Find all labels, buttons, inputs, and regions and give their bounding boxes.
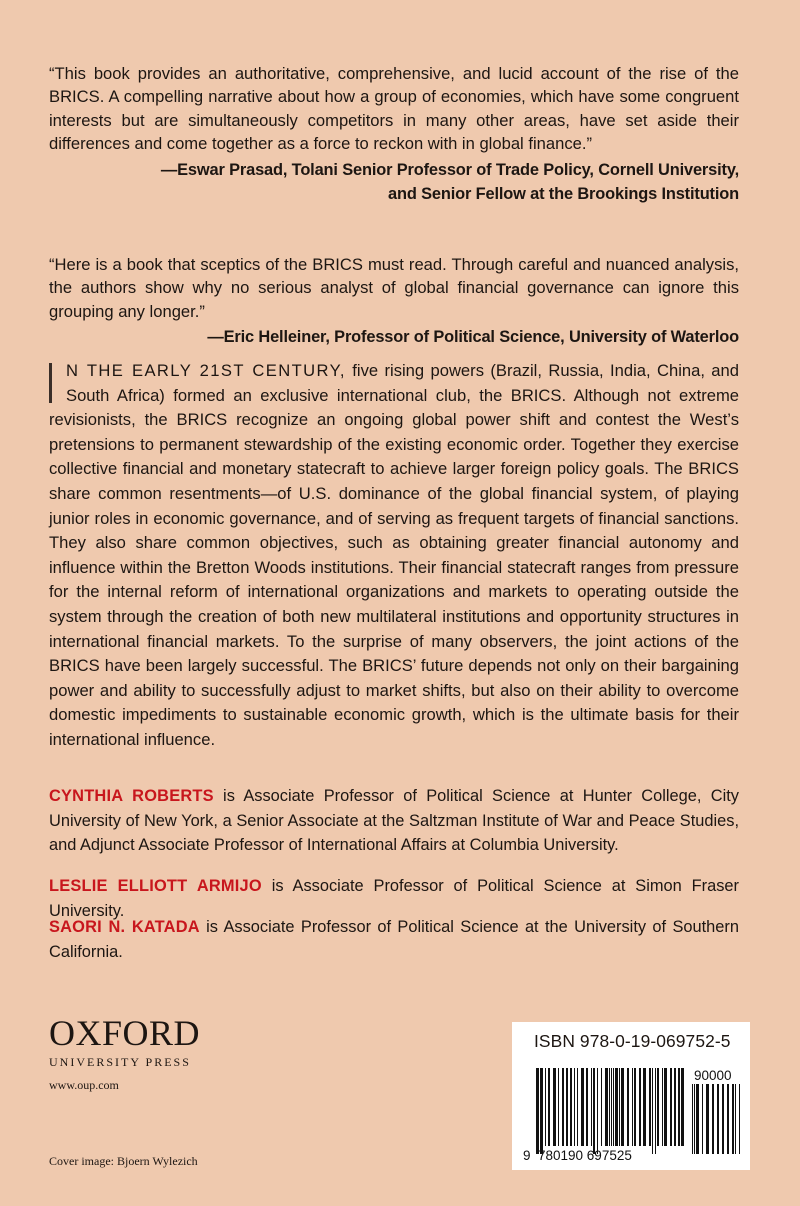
quote-text: “Here is a book that sceptics of the BRICS must read. Through careful and nuanced analysis, the authors show why no serious analyst of global financial governance can ignore this grouping any longer.”: [49, 255, 739, 321]
barcode-bar: [581, 1068, 584, 1146]
barcode-bar: [739, 1084, 740, 1154]
barcode-bar: [558, 1068, 559, 1146]
barcode-bar: [591, 1068, 592, 1146]
barcode-bar: [566, 1068, 568, 1146]
barcode-bar: [615, 1068, 618, 1146]
barcode-bar: [657, 1068, 659, 1146]
publisher-name: OXFORD: [49, 1013, 201, 1053]
author-bio-katada: [49, 915, 739, 964]
barcode-bar: [727, 1084, 729, 1154]
author-name: LESLIE ELLIOTT ARMIJO: [49, 877, 262, 895]
barcode-bar: [553, 1068, 556, 1146]
author-bio-text: is Associate Professor of Political Science at Hunter College, City University of New York, a Senior Associate at the Saltzman Institute of War and Peace Studies, and Adjunct Associate Professor of International Affairs at Columbia University.: [49, 787, 739, 855]
barcode-bar: [619, 1068, 620, 1146]
description-paragraph: [49, 359, 739, 753]
barcode-bar: [732, 1084, 734, 1154]
barcode-bar: [613, 1068, 614, 1146]
barcode-bar: [678, 1068, 680, 1146]
price-code: 90000: [694, 1068, 732, 1083]
description-lead: N THE EARLY 21ST CENTURY,: [66, 361, 346, 380]
barcode-bar: [694, 1084, 695, 1154]
author-bio-roberts: [49, 784, 739, 858]
price-addon-bars: [692, 1084, 740, 1154]
quote-text: “This book provides an authoritative, comprehensive, and lucid account of the rise of the BRICS. A compelling narrative about how a group of economies, which have some congruent interests but are simultaneously competitors in many other areas, have set aside their differences and come together as a force to reckon with in global finance.”: [49, 64, 739, 154]
barcode-bars: [536, 1068, 684, 1154]
barcode-bar: [662, 1068, 663, 1146]
barcode-bar: [609, 1068, 610, 1146]
praise-quote-prasad: [49, 62, 739, 206]
barcode-bar: [562, 1068, 564, 1146]
attribution-line: —Eswar Prasad, Tolani Senior Professor of Trade Policy, Cornell University,: [160, 160, 739, 179]
isbn-barcode-panel: [512, 1022, 750, 1170]
isbn-number: ISBN 978-0-19-069752-5: [534, 1031, 731, 1051]
barcode-bar: [649, 1068, 651, 1146]
barcode-bar: [548, 1068, 550, 1146]
barcode-bar: [692, 1084, 693, 1154]
cover-image-credit: Cover image: Bjoern Wylezich: [49, 1154, 198, 1168]
barcode-bar: [664, 1068, 667, 1146]
publisher-url: www.oup.com: [49, 1078, 119, 1092]
barcode-bar: [643, 1068, 646, 1146]
barcode-bar: [655, 1068, 656, 1154]
barcode-bar: [670, 1068, 672, 1146]
publisher-subtitle: UNIVERSITY PRESS: [49, 1055, 191, 1069]
barcode-bar: [722, 1084, 724, 1154]
barcode-bar: [627, 1068, 629, 1146]
barcode-bar: [706, 1084, 709, 1154]
quote-attribution: [49, 158, 739, 206]
barcode-bar: [536, 1068, 539, 1154]
barcode-bar: [574, 1068, 575, 1146]
barcode-bar: [545, 1068, 546, 1146]
author-bio-text: is Associate Professor of Political Science at Simon Fraser University.: [49, 877, 740, 920]
barcode-bar: [702, 1084, 703, 1154]
barcode-bar: [577, 1068, 578, 1146]
attribution-line: and Senior Fellow at the Brookings Institution: [388, 184, 739, 203]
author-bio-text: is Associate Professor of Political Science at the University of Southern California.: [49, 918, 739, 961]
barcode-first-digit: 9: [523, 1148, 531, 1163]
barcode-bar: [735, 1084, 736, 1154]
barcode-bar: [605, 1068, 608, 1146]
barcode-bar: [639, 1068, 641, 1146]
drop-cap-rule: [49, 363, 58, 403]
barcode-bar: [621, 1068, 624, 1146]
barcode-bar: [597, 1068, 598, 1154]
barcode-bar: [570, 1068, 572, 1146]
barcode-bar: [586, 1068, 588, 1146]
barcode-bar: [681, 1068, 684, 1146]
barcode-bar: [712, 1084, 714, 1154]
author-name: CYNTHIA ROBERTS: [49, 787, 214, 805]
praise-quote-helleiner: [49, 253, 739, 349]
barcode-bar: [634, 1068, 636, 1146]
barcode-bar: [632, 1068, 633, 1146]
barcode-digits: 780190 697525: [538, 1148, 632, 1163]
barcode-bar: [652, 1068, 653, 1154]
barcode-bar: [601, 1068, 602, 1146]
barcode-bar: [674, 1068, 676, 1146]
barcode-bar: [696, 1084, 699, 1154]
barcode-bar: [540, 1068, 543, 1154]
publisher-logo: [49, 1015, 200, 1070]
barcode-bar: [593, 1068, 595, 1154]
author-name: SAORI N. KATADA: [49, 918, 200, 936]
quote-attribution: [49, 325, 739, 349]
book-description: [49, 359, 739, 753]
barcode-graphic: [512, 1022, 750, 1170]
barcode-bar: [611, 1068, 612, 1146]
barcode-bar: [717, 1084, 719, 1154]
attribution-line: —Eric Helleiner, Professor of Political Science, University of Waterloo: [207, 328, 739, 347]
description-body: five rising powers (Brazil, Russia, India, China, and South Africa) formed an exclusive international club, the BRICS. Although not extreme revisionists, the BRICS recognize an ongoing global power shift and contest the West’s pretensions to permanent stewardship of the existing economic order. Together they exercise collective financial and monetary statecraft to achieve larger foreign policy goals. The BRICS share common resentments—of U.S. dominance of the global financial system, of playing junior roles in economic governance, and of serving as frequent targets of financial sanctions. They also share common objectives, such as obtaining greater financial autonomy and influence within the Bretton Woods institutions. Their financial statecraft ranges from pressure for the internal reform of international organizations and markets to operating outside the system through the creation of both new multilateral institutions and opportunity structures in international financial markets. To the surprise of many observers, the joint actions of the BRICS have been largely successful. The BRICS’ future depends not only on their bargaining power and ability to successfully adjust to market shifts, but also on their ability to overcome domestic impediments to sustainable economic growth, which is the ultimate basis for their international influence.: [49, 361, 739, 749]
